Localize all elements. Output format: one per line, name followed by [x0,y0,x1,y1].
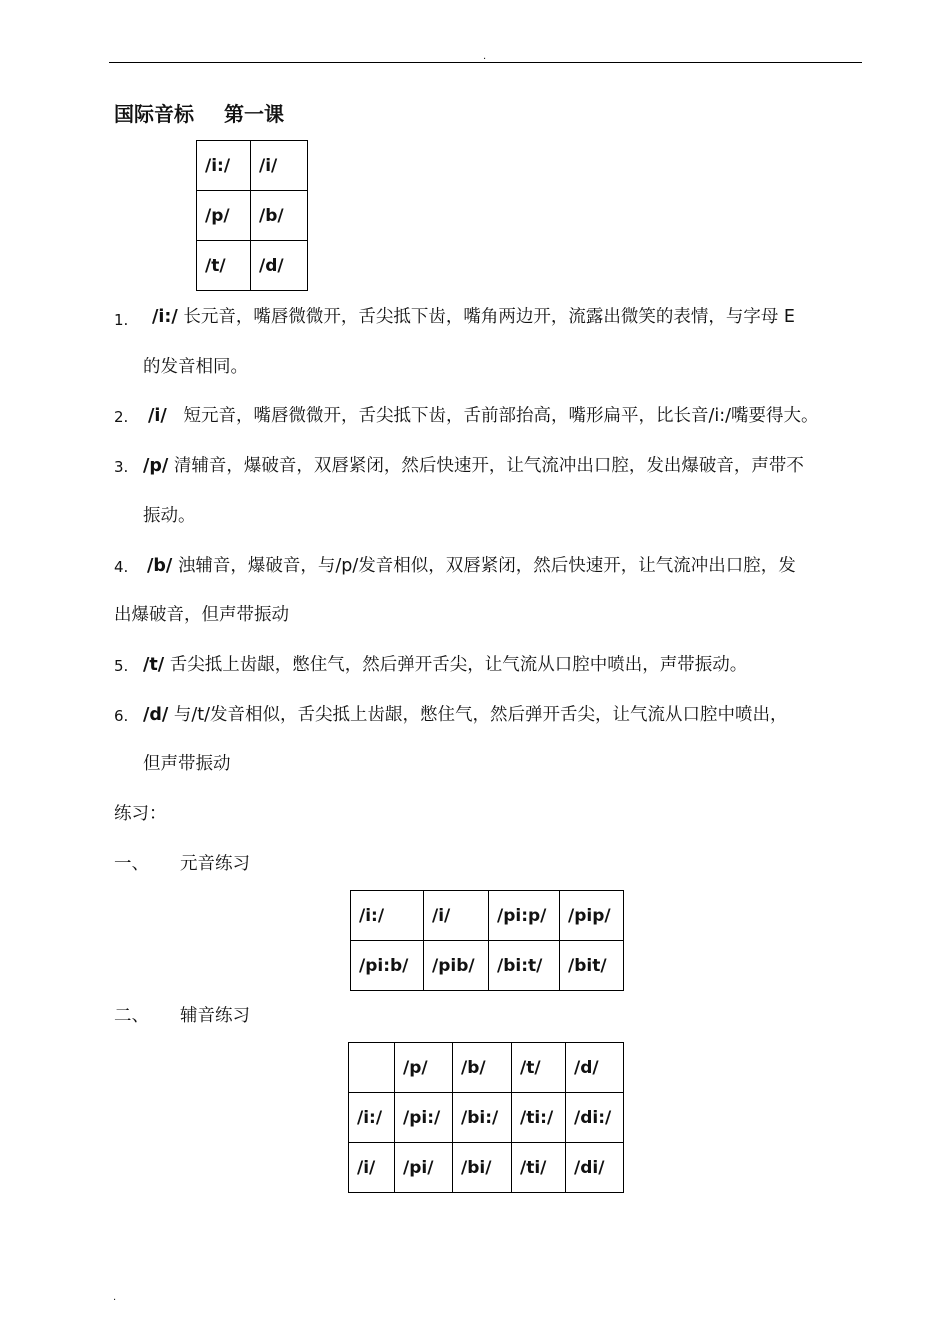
table-row [197,241,308,291]
table-cell: /d/ [566,1043,624,1093]
table-row [349,1143,624,1193]
table-cell: /i:/ [351,891,424,941]
item-number: 1. [114,311,129,329]
table-cell [349,1043,395,1093]
footer-dot: . [113,1292,117,1303]
item-number: 3. [114,458,129,476]
section-number: 二、 [114,1006,149,1026]
table-cell: /d/ [251,241,308,291]
header-rule [109,62,862,63]
table-cell: /pi:b/ [351,941,424,991]
table-cell: /di/ [566,1143,624,1193]
title-main: 国际音标 [114,102,194,126]
list-item [143,454,804,478]
table-row [349,1093,624,1143]
table-cell: /i:/ [197,141,251,191]
phoneme-label: /i/ [148,406,167,426]
table-cell: /ti/ [512,1143,566,1193]
table-cell: /bit/ [560,941,624,991]
item-number: 6. [114,707,129,725]
table-cell: /pi:/ [395,1093,453,1143]
phoneme-label: /b/ [147,556,173,576]
phoneme-label: /t/ [143,655,165,675]
header-dot: . [483,51,487,62]
table-cell: /p/ [395,1043,453,1093]
section-title: 元音练习 [180,854,250,874]
table-cell: /t/ [512,1043,566,1093]
item-text: 长元音，嘴唇微微开，舌尖抵下齿，嘴角两边开，流露出微笑的表情，与字母 E [183,307,795,327]
table-cell: /ti:/ [512,1093,566,1143]
item-number: 2. [114,408,129,426]
table-cell: /bi:t/ [489,941,560,991]
table-row [351,941,624,991]
phoneme-label: /i:/ [152,307,178,327]
table-cell: /pip/ [560,891,624,941]
title-lesson: 第一课 [224,102,284,126]
list-item [143,653,747,677]
table-cell: /pib/ [424,941,489,991]
item-continuation: 的发音相同。 [143,357,248,377]
table-cell: /bi/ [453,1143,512,1193]
table-row [349,1043,624,1093]
phoneme-label: /d/ [143,705,169,725]
table-cell: /i/ [424,891,489,941]
table-cell: /b/ [251,191,308,241]
item-text: 短元音，嘴唇微微开，舌尖抵下齿，舌前部抬高，嘴形扁平，比长音/i:/嘴要得大。 [183,406,819,426]
table-cell: /bi:/ [453,1093,512,1143]
item-text: 与/t/发音相似，舌尖抵上齿龈，憋住气，然后弹开舌尖，让气流从口腔中喷出， [173,705,788,725]
item-continuation: 振动。 [143,506,196,526]
table-cell: /p/ [197,191,251,241]
table-cell: /i/ [251,141,308,191]
consonant-practice-table [348,1042,624,1193]
table-row [197,191,308,241]
item-continuation: 但声带振动 [143,754,231,774]
page-title [114,98,284,127]
practice-label: 练习： [114,804,167,824]
list-item [147,554,796,578]
table-row [197,141,308,191]
table-cell: /b/ [453,1043,512,1093]
table-cell: /pi/ [395,1143,453,1193]
table-cell: /i/ [349,1143,395,1193]
item-continuation: 出爆破音，但声带振动 [114,605,289,625]
item-number: 5. [114,657,129,675]
item-number: 4. [114,558,129,576]
table-cell: /i:/ [349,1093,395,1143]
section-number: 一、 [114,854,149,874]
table-cell: /t/ [197,241,251,291]
section-title: 辅音练习 [180,1006,250,1026]
list-item [143,703,788,727]
item-text: 清辅音，爆破音，双唇紧闭，然后快速开，让气流冲出口腔，发出爆破音，声带不 [173,456,804,476]
phoneme-label: /p/ [143,456,169,476]
table-cell: /di:/ [566,1093,624,1143]
vowel-practice-table [350,890,624,991]
table-row [351,891,624,941]
list-item [152,305,795,329]
item-text: 浊辅音，爆破音，与/p/发音相似，双唇紧闭，然后快速开，让气流冲出口腔，发 [177,556,796,576]
table-cell: /pi:p/ [489,891,560,941]
phoneme-table [196,140,308,291]
item-text: 舌尖抵上齿龈，憋住气，然后弹开舌尖，让气流从口腔中喷出，声带振动。 [169,655,748,675]
list-item [148,404,819,428]
